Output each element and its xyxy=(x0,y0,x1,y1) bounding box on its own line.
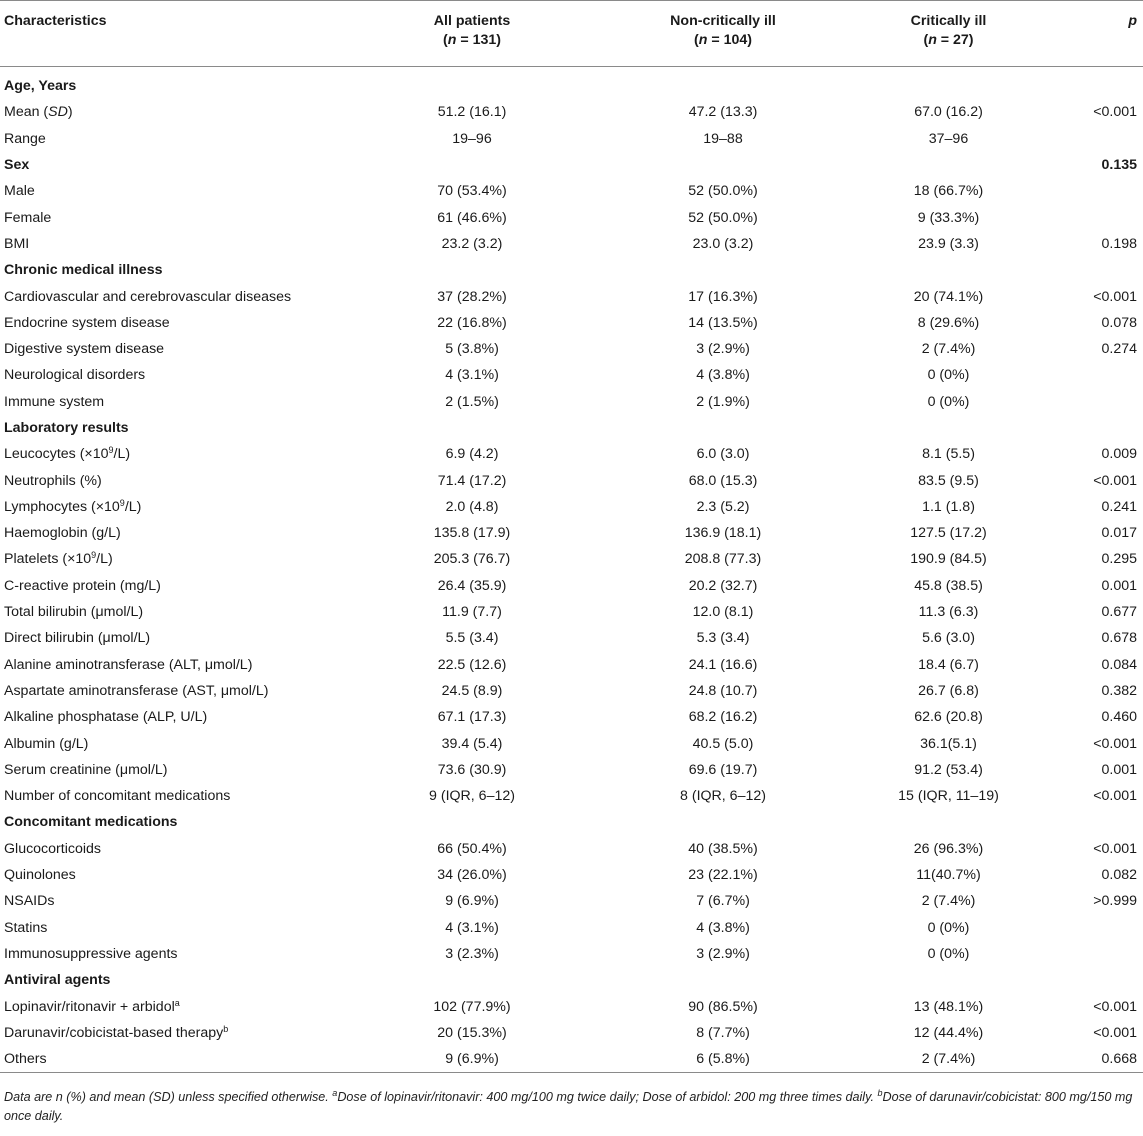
cell-non-critically-ill: 136.9 (18.1) xyxy=(684,525,762,542)
row-label xyxy=(0,520,347,546)
table-body xyxy=(0,67,1143,1073)
cell-all-patients: 51.2 (16.1) xyxy=(437,104,507,121)
cell-critically-ill: 26 (96.3%) xyxy=(913,840,984,857)
cell-empty xyxy=(597,415,849,441)
cell-critically-ill: 67.0 (16.2) xyxy=(914,104,983,121)
table-row xyxy=(0,1020,1143,1046)
cell-all-patients: 102 (77.9%) xyxy=(433,998,511,1015)
table-row xyxy=(0,441,1143,467)
cell-non-critically-ill: 52 (50.0%) xyxy=(688,209,758,226)
header-all-patients: All patients (n = 131) xyxy=(347,1,597,67)
row-label xyxy=(0,704,347,730)
cell-all-patients: 9 (6.9%) xyxy=(445,893,499,910)
row-label-text: Lopinavir/ritonavir + arbidol xyxy=(4,998,175,1015)
cell-critically-ill: 11(40.7%) xyxy=(916,867,981,884)
row-label xyxy=(0,231,347,257)
table-row xyxy=(0,546,1143,572)
table-footnote xyxy=(4,1088,1136,1126)
cell-critically-ill: 62.6 (20.8) xyxy=(914,709,983,726)
row-label xyxy=(0,573,347,599)
cell-non-critically-ill: 47.2 (13.3) xyxy=(688,104,758,121)
cell-p-value: <0.001 xyxy=(1093,1024,1137,1041)
table-row xyxy=(0,99,1143,125)
table-row xyxy=(0,836,1143,862)
cell-critically-ill: 15 (IQR, 11–19) xyxy=(898,788,999,805)
row-label-text: Albumin (g/L) xyxy=(4,735,89,752)
cell-non-critically-ill: 17 (16.3%) xyxy=(688,288,758,305)
cell-non-critically-ill: 52 (50.0%) xyxy=(688,183,758,200)
cell-critically-ill: 45.8 (38.5) xyxy=(914,577,983,594)
row-label xyxy=(0,599,347,625)
row-label-text: Platelets (×10 xyxy=(4,551,92,568)
row-label xyxy=(0,204,347,230)
table-row xyxy=(0,310,1143,336)
cell-p-value: 0.460 xyxy=(1101,709,1137,726)
cell-p-value xyxy=(1048,809,1143,835)
row-label xyxy=(0,467,347,493)
cell-p-value: 0.017 xyxy=(1101,525,1137,542)
cell-p-value xyxy=(1048,204,1143,230)
cell-all-patients: 26.4 (35.9) xyxy=(437,577,507,594)
cell-non-critically-ill: 3 (2.9%) xyxy=(696,341,750,358)
row-label-superscript: b xyxy=(223,1023,229,1034)
cell-critically-ill: 2 (7.4%) xyxy=(921,341,976,358)
cell-p-value: 0.001 xyxy=(1101,761,1137,778)
table-row xyxy=(0,126,1143,152)
section-label: Antiviral agents xyxy=(4,972,111,989)
row-label xyxy=(0,915,347,941)
table-row xyxy=(0,1046,1143,1073)
cell-empty xyxy=(849,152,1048,178)
section-row xyxy=(0,67,1143,100)
cell-all-patients: 71.4 (17.2) xyxy=(437,472,507,489)
table-row xyxy=(0,678,1143,704)
row-label xyxy=(0,546,347,572)
cell-all-patients: 24.5 (8.9) xyxy=(441,682,503,699)
row-label-text: Alanine aminotransferase (ALT, μmol/L) xyxy=(4,656,253,673)
row-label xyxy=(0,1046,347,1073)
cell-p-value: <0.001 xyxy=(1093,735,1137,752)
cell-critically-ill: 9 (33.3%) xyxy=(917,209,980,226)
section-label: Sex xyxy=(4,157,30,174)
cell-non-critically-ill: 12.0 (8.1) xyxy=(692,604,754,621)
cell-empty xyxy=(347,415,597,441)
row-label xyxy=(0,1020,347,1046)
section-label: Concomitant medications xyxy=(4,814,178,831)
table-row xyxy=(0,862,1143,888)
cell-all-patients: 70 (53.4%) xyxy=(437,183,507,200)
row-label-text: Mean (SD) xyxy=(4,104,73,121)
footnote-b-text: Dose of darunavir/cobicistat: 800 mg/150 mg once daily. xyxy=(4,1090,1133,1123)
cell-p-value: 0.084 xyxy=(1101,656,1137,673)
row-label-text: Alkaline phosphatase (ALP, U/L) xyxy=(4,709,208,726)
cell-p-value xyxy=(1048,967,1143,993)
cell-critically-ill: 0 (0%) xyxy=(927,919,970,936)
cell-all-patients: 67.1 (17.3) xyxy=(437,709,507,726)
row-label-text: C-reactive protein (mg/L) xyxy=(4,577,161,594)
table-row xyxy=(0,336,1143,362)
row-label xyxy=(0,283,347,309)
row-label-text: Quinolones xyxy=(4,867,76,884)
cell-critically-ill: 36.1(5.1) xyxy=(920,735,977,752)
row-label xyxy=(0,99,347,125)
cell-all-patients: 3 (2.3%) xyxy=(445,945,499,962)
cell-p-value: 0.078 xyxy=(1101,314,1137,331)
cell-all-patients: 20 (15.3%) xyxy=(437,1024,507,1041)
cell-non-critically-ill: 40.5 (5.0) xyxy=(692,735,754,752)
cell-critically-ill: 20 (74.1%) xyxy=(913,288,984,305)
cell-all-patients: 2 (1.5%) xyxy=(445,393,499,410)
cell-all-patients: 135.8 (17.9) xyxy=(433,525,511,542)
table-row xyxy=(0,204,1143,230)
table-row xyxy=(0,389,1143,415)
cell-p-value: <0.001 xyxy=(1093,998,1137,1015)
cell-p-value xyxy=(1048,415,1143,441)
header-p-value: p xyxy=(1048,1,1143,67)
row-label-text: Immune system xyxy=(4,393,105,410)
cell-critically-ill: 2 (7.4%) xyxy=(921,893,976,910)
cell-non-critically-ill: 8 (IQR, 6–12) xyxy=(680,788,766,805)
cell-critically-ill: 8.1 (5.5) xyxy=(922,446,975,463)
row-label-text: Range xyxy=(4,130,46,147)
cell-non-critically-ill: 68.2 (16.2) xyxy=(688,709,758,726)
cell-critically-ill: 18.4 (6.7) xyxy=(918,656,979,673)
cell-non-critically-ill: 14 (13.5%) xyxy=(688,314,758,331)
cell-p-value: >0.999 xyxy=(1093,893,1137,910)
table-header xyxy=(0,1,1143,67)
section-label: Chronic medical illness xyxy=(4,262,163,279)
row-label xyxy=(0,625,347,651)
cell-all-patients: 61 (46.6%) xyxy=(437,209,507,226)
row-label-text: Digestive system disease xyxy=(4,341,165,358)
table-row xyxy=(0,520,1143,546)
cell-critically-ill: 1.1 (1.8) xyxy=(922,498,975,515)
cell-empty xyxy=(597,67,849,100)
cell-non-critically-ill: 7 (6.7%) xyxy=(696,893,750,910)
cell-p-value xyxy=(1048,126,1143,152)
row-label-text: Haemoglobin (g/L) xyxy=(4,525,121,542)
cell-empty xyxy=(849,257,1048,283)
cell-p-value: 0.198 xyxy=(1101,235,1137,252)
row-label xyxy=(0,783,347,809)
section-row xyxy=(0,415,1143,441)
cell-empty xyxy=(849,415,1048,441)
cell-non-critically-ill: 5.3 (3.4) xyxy=(696,630,750,647)
table-row xyxy=(0,362,1143,388)
header-non-critically-ill-n: (n = 104) xyxy=(694,32,752,48)
row-label-text: Female xyxy=(4,209,52,226)
cell-all-patients: 4 (3.1%) xyxy=(445,919,499,936)
table-row xyxy=(0,573,1143,599)
cell-non-critically-ill: 68.0 (15.3) xyxy=(688,472,758,489)
cell-empty xyxy=(347,257,597,283)
cell-non-critically-ill: 3 (2.9%) xyxy=(696,945,750,962)
table-row xyxy=(0,730,1143,756)
row-label-superscript: a xyxy=(174,997,180,1008)
cell-all-patients: 37 (28.2%) xyxy=(437,288,507,305)
row-label-text: Serum creatinine (μmol/L) xyxy=(4,761,168,778)
row-label xyxy=(0,941,347,967)
row-label-superscript: 9 xyxy=(91,550,97,561)
cell-empty xyxy=(849,967,1048,993)
cell-p-value: 0.668 xyxy=(1048,1046,1143,1073)
cell-non-critically-ill: 2.3 (5.2) xyxy=(696,498,750,515)
cell-critically-ill: 0 (0%) xyxy=(927,945,970,962)
table-row xyxy=(0,178,1143,204)
row-label-superscript: 9 xyxy=(119,497,125,508)
footnote-intro: Data are n (%) and mean (SD) unless specified otherwise. xyxy=(4,1090,329,1104)
cell-all-patients: 9 (6.9%) xyxy=(347,1046,597,1073)
row-label-text: Others xyxy=(4,1051,47,1068)
cell-non-critically-ill: 8 (7.7%) xyxy=(696,1024,750,1041)
row-label xyxy=(0,836,347,862)
header-characteristics: Characteristics xyxy=(0,1,347,67)
row-label-text: Leucocytes (×10 xyxy=(4,446,109,463)
table-row xyxy=(0,283,1143,309)
cell-critically-ill: 26.7 (6.8) xyxy=(918,682,979,699)
row-label-text: Cardiovascular and cerebrovascular diseases xyxy=(4,288,292,305)
cell-non-critically-ill: 19–88 xyxy=(703,130,743,147)
section-row xyxy=(0,152,1143,178)
cell-critically-ill: 127.5 (17.2) xyxy=(910,525,987,542)
cell-critically-ill: 5.6 (3.0) xyxy=(922,630,975,647)
cell-p-value: <0.001 xyxy=(1093,840,1137,857)
cell-p-value: 0.135 xyxy=(1101,157,1137,174)
cell-p-value: <0.001 xyxy=(1093,788,1137,805)
table-row xyxy=(0,783,1143,809)
row-label xyxy=(0,757,347,783)
row-label xyxy=(0,362,347,388)
row-label-text: Endocrine system disease xyxy=(4,314,170,331)
cell-p-value xyxy=(1048,389,1143,415)
row-label xyxy=(0,126,347,152)
table-row xyxy=(0,757,1143,783)
cell-p-value: 0.295 xyxy=(1101,551,1137,568)
cell-p-value xyxy=(1048,362,1143,388)
cell-p-value: 0.009 xyxy=(1101,446,1137,463)
row-label-text: Number of concomitant medications xyxy=(4,788,231,805)
footnote-a-text: Dose of lopinavir/ritonavir: 400 mg/100 mg twice daily; Dose of arbidol: 200 mg three times daily. xyxy=(337,1090,874,1104)
cell-all-patients: 4 (3.1%) xyxy=(445,367,499,384)
table-row xyxy=(0,494,1143,520)
row-label xyxy=(0,310,347,336)
cell-non-critically-ill: 23 (22.1%) xyxy=(688,867,758,884)
row-label xyxy=(0,494,347,520)
table-row xyxy=(0,888,1143,914)
cell-all-patients: 19–96 xyxy=(452,130,492,147)
row-label-text: Male xyxy=(4,183,35,200)
cell-non-critically-ill: 208.8 (77.3) xyxy=(684,551,762,568)
row-label-text: Immunosuppressive agents xyxy=(4,945,178,962)
cell-p-value xyxy=(1048,257,1143,283)
cell-non-critically-ill: 6.0 (3.0) xyxy=(696,446,750,463)
cell-p-value xyxy=(1048,941,1143,967)
row-label-superscript: 9 xyxy=(108,445,114,456)
cell-all-patients: 2.0 (4.8) xyxy=(445,498,499,515)
cell-critically-ill: 12 (44.4%) xyxy=(913,1024,984,1041)
cell-all-patients: 34 (26.0%) xyxy=(437,867,507,884)
cell-non-critically-ill: 6 (5.8%) xyxy=(597,1046,849,1073)
cell-all-patients: 22.5 (12.6) xyxy=(437,656,507,673)
table-row xyxy=(0,231,1143,257)
header-row xyxy=(0,1,1143,67)
header-critically-ill-n: (n = 27) xyxy=(923,32,974,48)
header-non-critically-ill: Non-critically ill (n = 104) xyxy=(597,1,849,67)
cell-empty xyxy=(347,809,597,835)
section-label: Age, Years xyxy=(4,78,77,95)
cell-p-value: 0.678 xyxy=(1101,630,1137,647)
cell-critically-ill: 0 (0%) xyxy=(927,367,970,384)
cell-non-critically-ill: 69.6 (19.7) xyxy=(688,761,758,778)
section-row xyxy=(0,967,1143,993)
cell-all-patients: 66 (50.4%) xyxy=(437,840,507,857)
row-label-text: Glucocorticoids xyxy=(4,840,101,857)
row-label-suffix: /L) xyxy=(124,498,142,515)
row-label xyxy=(0,336,347,362)
row-label-text: Neurological disorders xyxy=(4,367,146,384)
cell-critically-ill: 0 (0%) xyxy=(927,393,970,410)
cell-all-patients: 22 (16.8%) xyxy=(437,314,507,331)
section-row xyxy=(0,809,1143,835)
cell-all-patients: 23.2 (3.2) xyxy=(441,235,503,252)
cell-p-value: <0.001 xyxy=(1093,288,1137,305)
cell-non-critically-ill: 24.8 (10.7) xyxy=(688,682,758,699)
cell-non-critically-ill: 90 (86.5%) xyxy=(688,998,758,1015)
row-label xyxy=(0,441,347,467)
cell-all-patients: 6.9 (4.2) xyxy=(445,446,499,463)
cell-all-patients: 39.4 (5.4) xyxy=(441,735,503,752)
cell-non-critically-ill: 23.0 (3.2) xyxy=(692,235,754,252)
cell-non-critically-ill: 2 (1.9%) xyxy=(696,393,750,410)
row-label xyxy=(0,178,347,204)
cell-critically-ill: 23.9 (3.3) xyxy=(918,235,979,252)
cell-non-critically-ill: 4 (3.8%) xyxy=(696,367,750,384)
table-row xyxy=(0,652,1143,678)
cell-all-patients: 9 (IQR, 6–12) xyxy=(429,788,515,805)
cell-all-patients: 73.6 (30.9) xyxy=(437,761,507,778)
row-label-text: Neutrophils (%) xyxy=(4,472,102,489)
table-row xyxy=(0,599,1143,625)
cell-critically-ill: 11.3 (6.3) xyxy=(918,604,979,621)
cell-non-critically-ill: 20.2 (32.7) xyxy=(688,577,758,594)
cell-empty xyxy=(597,152,849,178)
cell-empty xyxy=(597,257,849,283)
row-label xyxy=(0,389,347,415)
cell-p-value: 0.274 xyxy=(1101,341,1137,358)
cell-all-patients: 11.9 (7.7) xyxy=(442,604,502,621)
cell-p-value: 0.677 xyxy=(1101,604,1137,621)
cell-non-critically-ill: 40 (38.5%) xyxy=(688,840,758,857)
row-label-suffix: /L) xyxy=(113,446,131,463)
row-label xyxy=(0,678,347,704)
cell-p-value xyxy=(1048,178,1143,204)
cell-all-patients: 5.5 (3.4) xyxy=(445,630,499,647)
row-label xyxy=(0,730,347,756)
row-label-suffix: /L) xyxy=(96,551,113,568)
cell-p-value: 0.382 xyxy=(1101,682,1137,699)
section-row xyxy=(0,257,1143,283)
cell-critically-ill: 83.5 (9.5) xyxy=(918,472,979,489)
cell-empty xyxy=(849,67,1048,100)
row-label-text: Total bilirubin (μmol/L) xyxy=(4,604,144,621)
cell-non-critically-ill: 24.1 (16.6) xyxy=(688,656,758,673)
cell-empty xyxy=(849,809,1048,835)
cell-all-patients: 205.3 (76.7) xyxy=(433,551,511,568)
table-row xyxy=(0,467,1143,493)
row-label-text: Lymphocytes (×10 xyxy=(4,498,120,515)
cell-critically-ill: 13 (48.1%) xyxy=(913,998,984,1015)
cell-empty xyxy=(597,809,849,835)
row-label-text: NSAIDs xyxy=(4,893,55,910)
header-critically-ill: Critically ill (n = 27) xyxy=(849,1,1048,67)
cell-non-critically-ill: 4 (3.8%) xyxy=(696,919,750,936)
cell-critically-ill: 18 (66.7%) xyxy=(913,183,984,200)
cell-all-patients: 5 (3.8%) xyxy=(445,341,499,358)
row-label xyxy=(0,862,347,888)
table-row xyxy=(0,625,1143,651)
cell-critically-ill: 91.2 (53.4) xyxy=(914,761,983,778)
cell-critically-ill: 8 (29.6%) xyxy=(917,314,980,331)
row-label-text: Darunavir/cobicistat-based therapy xyxy=(4,1024,224,1041)
cell-empty xyxy=(347,967,597,993)
cell-p-value: 0.082 xyxy=(1101,867,1137,884)
cell-p-value xyxy=(1048,915,1143,941)
header-all-patients-n: (n = 131) xyxy=(443,32,501,48)
table-row xyxy=(0,704,1143,730)
row-label-text: Aspartate aminotransferase (AST, μmol/L) xyxy=(4,682,269,699)
cell-p-value: 0.241 xyxy=(1101,498,1137,515)
cell-p-value xyxy=(1048,67,1143,100)
footnote-a-mark: a xyxy=(332,1088,338,1098)
cell-empty xyxy=(597,967,849,993)
cell-critically-ill: 2 (7.4%) xyxy=(849,1046,1048,1073)
section-label: Laboratory results xyxy=(4,420,129,436)
cell-empty xyxy=(347,152,597,178)
row-label xyxy=(0,888,347,914)
cell-p-value: <0.001 xyxy=(1093,472,1137,489)
row-label-text: BMI xyxy=(4,235,30,252)
row-label xyxy=(0,652,347,678)
cell-p-value: <0.001 xyxy=(1093,104,1137,121)
table-row xyxy=(0,993,1143,1019)
row-label-text: Direct bilirubin (μmol/L) xyxy=(4,630,151,647)
footnote-b-mark: b xyxy=(877,1088,883,1098)
row-label xyxy=(0,993,347,1019)
cell-empty xyxy=(347,67,597,100)
table-row xyxy=(0,941,1143,967)
row-label-text: Statins xyxy=(4,919,48,936)
cell-p-value: 0.001 xyxy=(1101,577,1137,594)
cell-critically-ill: 190.9 (84.5) xyxy=(910,551,987,568)
cell-critically-ill: 37–96 xyxy=(928,130,969,147)
table-row xyxy=(0,915,1143,941)
